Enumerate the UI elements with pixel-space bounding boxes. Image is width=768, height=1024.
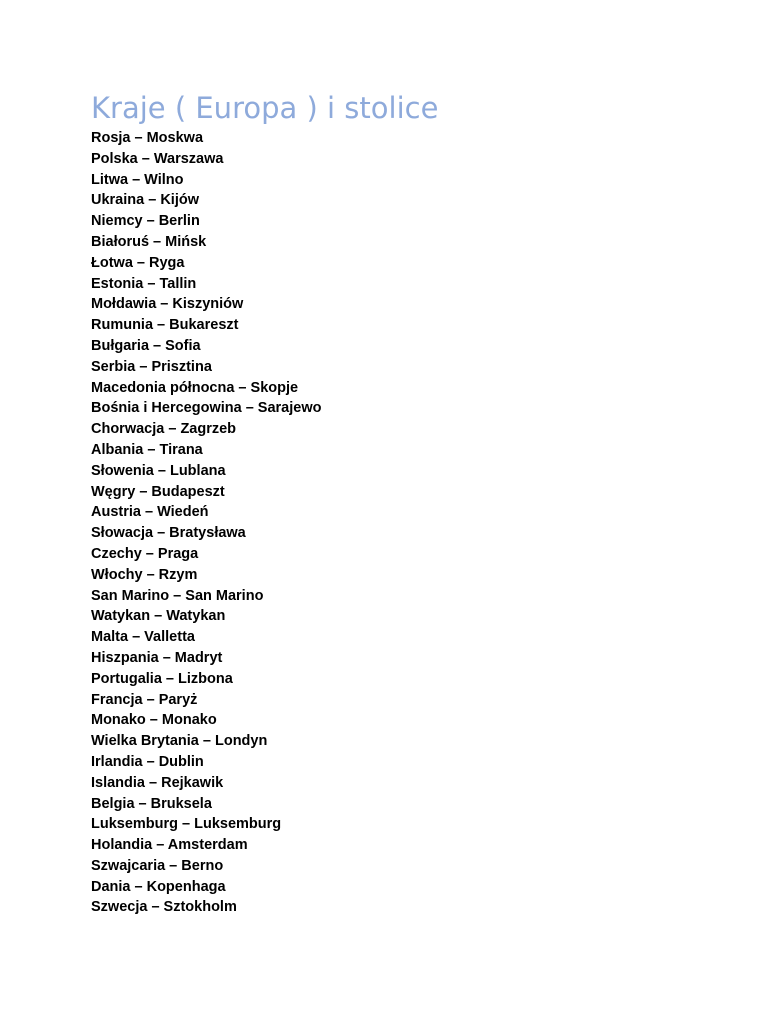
- list-item: Polska – Warszawa: [91, 150, 224, 167]
- list-item: Serbia – Prisztina: [91, 358, 212, 375]
- list-item: Szwajcaria – Berno: [91, 857, 224, 874]
- list-item: Chorwacja – Zagrzeb: [91, 421, 237, 438]
- list-item: Bułgaria – Sofia: [91, 337, 201, 354]
- list-item: Francja – Paryż: [91, 691, 198, 708]
- list-item: Belgia – Bruksela: [91, 795, 212, 812]
- list-item: Mołdawia – Kiszyniów: [91, 296, 244, 313]
- list-item: Ukraina – Kijów: [91, 192, 199, 209]
- list-item: Malta – Valletta: [91, 629, 195, 646]
- page-title: Kraje ( Europa ) i stolice: [91, 91, 439, 125]
- list-item: Niemcy – Berlin: [91, 213, 200, 230]
- list-item: Słowenia – Lublana: [91, 462, 226, 479]
- list-item: Austria – Wiedeń: [91, 504, 209, 521]
- list-item: Białoruś – Mińsk: [91, 233, 207, 250]
- list-item: Watykan – Watykan: [91, 608, 226, 625]
- list-item: Rumunia – Bukareszt: [91, 317, 239, 334]
- list-item: Rosja – Moskwa: [91, 130, 204, 146]
- list-item: Islandia – Rejkawik: [91, 774, 224, 791]
- list-item: Łotwa – Ryga: [91, 254, 185, 271]
- list-item: Monako – Monako: [91, 712, 217, 729]
- list-item: Wielka Brytania – Londyn: [91, 733, 268, 750]
- list-item: Bośnia i Hercegowina – Sarajewo: [91, 400, 322, 417]
- list-item: Irlandia – Dublin: [91, 753, 204, 770]
- list-item: Słowacja – Bratysława: [91, 525, 246, 542]
- list-item: Dania – Kopenhaga: [91, 878, 226, 895]
- list-item: Luksemburg – Luksemburg: [91, 816, 282, 833]
- list-item: Szwecja – Sztokholm: [91, 899, 237, 916]
- list-item: Portugalia – Lizbona: [91, 670, 233, 687]
- country-capital-list: [91, 128, 321, 918]
- list-item: Holandia – Amsterdam: [91, 837, 248, 854]
- list-item: Macedonia północna – Skopje: [91, 379, 299, 396]
- list-item: Albania – Tirana: [91, 441, 203, 458]
- list-item: Włochy – Rzym: [91, 566, 198, 583]
- list-item: San Marino – San Marino: [91, 587, 264, 604]
- list-item: Hiszpania – Madryt: [91, 649, 223, 666]
- list-item: Czechy – Praga: [91, 545, 199, 562]
- list-item: Węgry – Budapeszt: [91, 483, 225, 500]
- list-item: Litwa – Wilno: [91, 171, 184, 188]
- list-item: Estonia – Tallin: [91, 275, 197, 292]
